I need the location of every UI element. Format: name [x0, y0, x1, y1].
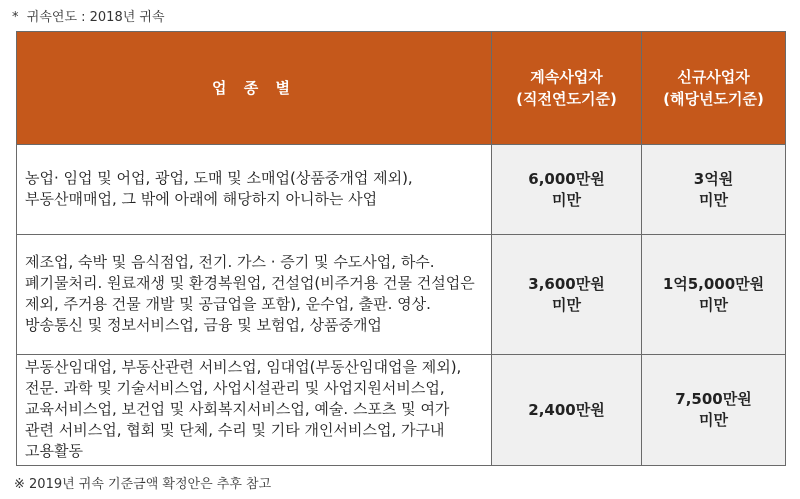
footnote: ※ 2019년 귀속 기준금액 확정안은 추후 참고 [14, 477, 272, 492]
existing-qualifier: 미만 [552, 295, 581, 314]
header-row [17, 32, 786, 145]
new-qualifier: 미만 [699, 190, 728, 209]
new-threshold-cell [642, 355, 786, 466]
new-amount: 1억5,000만원 [662, 274, 765, 293]
header-new-title: 신규사업자 [677, 68, 750, 86]
table-row [17, 145, 786, 235]
header-new-business [642, 32, 786, 145]
existing-threshold-cell [492, 145, 642, 235]
header-existing-basis: (직전연도기준) [516, 90, 617, 108]
new-qualifier: 미만 [699, 295, 728, 314]
industry-cell: 제조업, 숙박 및 음식점업, 전기. 가스 · 증기 및 수도사업, 하수. 폐기물처리. 원료재생 및 환경복원업, 건설업(비주거용 건물 건설업은 제외, 주거용 건물 개발 및 공급업을 포함), 운수업, 출판. 영상. 방송통신 및 정보서비스업, 금융 및 보험업, 상품중개업 [17, 235, 492, 355]
year-note: * 귀속연도 : 2018년 귀속 [12, 10, 165, 25]
existing-qualifier: 미만 [552, 190, 581, 209]
new-amount: 7,500만원 [675, 390, 752, 408]
table-row [17, 235, 786, 355]
new-threshold-cell [642, 235, 786, 355]
new-amount: 3억원 [693, 169, 734, 188]
existing-amount: 6,000만원 [528, 169, 605, 188]
criteria-table [16, 31, 786, 466]
header-new-basis: (해당년도기준) [663, 90, 764, 108]
table-row [17, 355, 786, 466]
header-existing-title: 계속사업자 [530, 68, 603, 86]
new-qualifier: 미만 [699, 411, 728, 429]
header-industry: 업 종 별 [17, 32, 492, 145]
new-threshold-cell [642, 145, 786, 235]
industry-cell: 부동산임대업, 부동산관련 서비스업, 임대업(부동산임대업을 제외), 전문. 과학 및 기술서비스업, 사업시설관리 및 사업지원서비스업, 교육서비스업, 보건업 및 사회복지서비스업, 예술. 스포츠 및 여가 관련 서비스업, 협회 및 단체, 수리 및 기타 개인서비스업, 가구내 고용활동 [17, 355, 492, 466]
existing-amount: 2,400만원 [528, 400, 605, 419]
existing-threshold-cell [492, 235, 642, 355]
existing-threshold-cell [492, 355, 642, 466]
header-existing-business [492, 32, 642, 145]
industry-cell: 농업· 임업 및 어업, 광업, 도매 및 소매업(상품중개업 제외), 부동산매매업, 그 밖에 아래에 해당하지 아니하는 사업 [17, 145, 492, 235]
existing-amount: 3,600만원 [528, 274, 605, 293]
